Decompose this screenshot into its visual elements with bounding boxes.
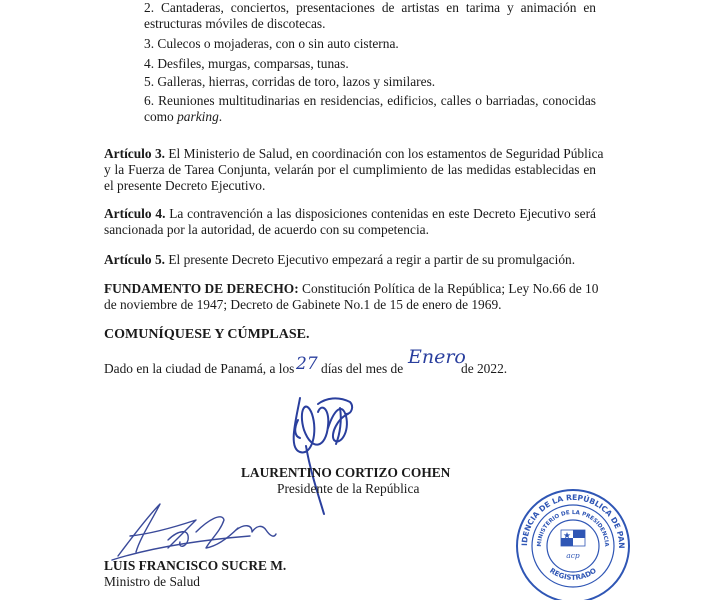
list-item-2-line1: 2. Cantaderas, conciertos, presentaciones de artistas en tarima y animación en <box>144 0 596 15</box>
articulo-3-line1: Artículo 3. El Ministerio de Salud, en coordinación con los estamentos de Seguridad Pública <box>104 146 604 161</box>
minister-title: Ministro de Salud <box>104 574 200 589</box>
articulo-3-line2: y la Fuerza de Tarea Conjunta, velarán por el cumplimiento de las medidas establecidas en <box>104 162 596 177</box>
minister-name: LUIS FRANCISCO SUCRE M. <box>104 558 287 573</box>
seal-initials: acp <box>566 551 580 560</box>
seal-outer-text: PRESIDENCIA DE LA REPÚBLICA DE PANAMÁ <box>509 481 627 549</box>
fundamento-line2: de noviembre de 1947; Decreto de Gabinete No.1 de 15 de enero de 1969. <box>104 297 502 312</box>
list-item-6-line2: como parking. <box>144 109 223 124</box>
svg-text:REGISTRADO <box>548 567 598 582</box>
dado-mid: días del mes de <box>321 361 404 376</box>
closing-formula: COMUNÍQUESE Y CÚMPLASE. <box>104 327 310 342</box>
dado-month-handwritten: Enero <box>408 346 466 368</box>
president-title: Presidente de la República <box>277 481 420 496</box>
dado-year: de 2022. <box>461 361 508 376</box>
official-seal <box>509 481 633 600</box>
seal-flag <box>561 530 585 546</box>
articulo-5-label: Artículo 5. <box>104 252 165 267</box>
fundamento-label: FUNDAMENTO DE DERECHO: <box>104 281 299 296</box>
articulo-4-line1: Artículo 4. La contravención a las disposiciones contenidas en este Decreto Ejecutivo será <box>104 206 596 221</box>
seal-bottom-text: REGISTRADO <box>548 566 598 582</box>
dado-day-handwritten: 27 <box>296 354 318 374</box>
articulo-5: Artículo 5. El presente Decreto Ejecutivo empezará a regir a partir de su promulgación. <box>104 252 576 267</box>
president-name: LAURENTINO CORTIZO COHEN <box>241 465 451 480</box>
fundamento-line1: FUNDAMENTO DE DERECHO: Constitución Política de la República; Ley No.66 de 10 <box>104 281 599 296</box>
articulo-3-line3: el presente Decreto Ejecutivo. <box>104 178 266 193</box>
seal-inner-text: MINISTERIO DE LA PRESIDENCIA <box>536 509 610 547</box>
list-item-5: 5. Galleras, hierras, corridas de toro, lazos y similares. <box>144 74 436 89</box>
list-item-6-line1: 6. Reuniones multitudinarias en residencias, edificios, calles o barriadas, conocidas <box>144 93 596 108</box>
list-item-2-line2: estructuras móviles de discotecas. <box>144 16 326 31</box>
articulo-4-line2: sancionada por la autoridad, de acuerdo con su competencia. <box>104 222 429 237</box>
list-item-4: 4. Desfiles, murgas, comparsas, tunas. <box>144 56 349 71</box>
list-item-3: 3. Culecos o mojaderas, con o sin auto cisterna. <box>144 36 399 51</box>
dado-text: Dado en la ciudad de Panamá, a los <box>104 361 295 376</box>
articulo-4-label: Artículo 4. <box>104 206 166 221</box>
articulo-3-label: Artículo 3. <box>104 146 165 161</box>
